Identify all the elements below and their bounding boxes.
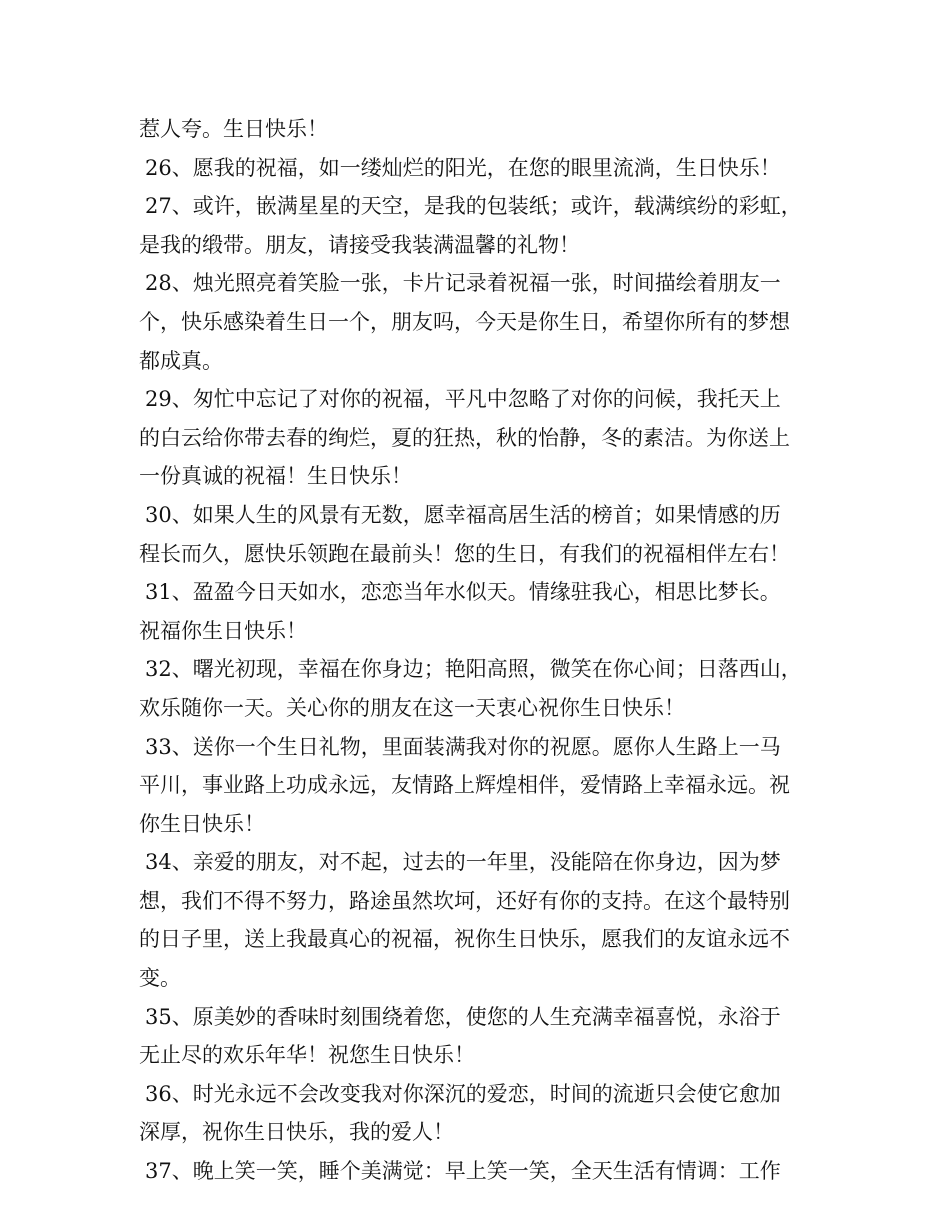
text-line: 31、盈盈今日天如水，恋恋当年水似天。情缘驻我心，相思比梦长。 <box>145 580 781 605</box>
text-line: 无止尽的欢乐年华！祝您生日快乐！ <box>139 1043 475 1068</box>
document-body <box>139 110 824 1191</box>
text-line: 的白云给你带去春的绚烂，夏的狂热，秋的怡静，冬的素洁。为你送上 <box>139 425 790 450</box>
text-line: 34、亲爱的朋友，对不起，过去的一年里，没能陪在你身边，因为梦 <box>145 850 781 875</box>
text-line: 变。 <box>139 966 181 991</box>
text-line: 祝福你生日快乐！ <box>139 618 307 643</box>
text-line: 想，我们不得不努力，路途虽然坎坷，还好有你的支持。在这个最特别 <box>139 888 790 913</box>
text-line: 30、如果人生的风景有无数，愿幸福高居生活的榜首；如果情感的历 <box>145 502 781 527</box>
text-line: 29、匆忙中忘记了对你的祝福，平凡中忽略了对你的问候，我托天上 <box>145 387 781 412</box>
text-line: 36、时光永远不会改变我对你深沉的爱恋，时间的流逝只会使它愈加 <box>145 1081 781 1106</box>
text-line: 程长而久，愿快乐领跑在最前头！您的生日，有我们的祝福相伴左右！ <box>139 541 790 566</box>
text-line: 个，快乐感染着生日一个，朋友吗，今天是你生日，希望你所有的梦想 <box>139 309 790 334</box>
text-line: 都成真。 <box>139 348 223 373</box>
text-line: 一份真诚的祝福！生日快乐！ <box>139 464 412 489</box>
text-line: 37、晚上笑一笑，睡个美满觉：早上笑一笑，全天生活有情调：工作 <box>145 1159 781 1184</box>
text-line: 深厚，祝你生日快乐，我的爱人！ <box>139 1120 454 1145</box>
text-line: 35、原美妙的香味时刻围绕着您，使您的人生充满幸福喜悦，永浴于 <box>145 1004 781 1029</box>
text-line: 26、愿我的祝福，如一缕灿烂的阳光，在您的眼里流淌，生日快乐！ <box>145 155 781 180</box>
text-line: 33、送你一个生日礼物，里面装满我对你的祝愿。愿你人生路上一马 <box>145 734 781 759</box>
text-line: 32、曙光初现，幸福在你身边；艳阳高照，微笑在你心间；日落西山， <box>145 657 802 682</box>
text-line: 28、烛光照亮着笑脸一张，卡片记录着祝福一张，时间描绘着朋友一 <box>145 271 781 296</box>
text-line: 平川，事业路上功成永远，友情路上辉煌相伴，爱情路上幸福永远。祝 <box>139 773 790 798</box>
text-line: 是我的缎带。朋友，请接受我装满温馨的礼物！ <box>139 232 580 257</box>
text-line: 的日子里，送上我最真心的祝福，祝你生日快乐，愿我们的友谊永远不 <box>139 927 790 952</box>
text-line: 惹人夸。生日快乐！ <box>139 117 328 141</box>
text-line: 你生日快乐！ <box>139 811 265 836</box>
text-line: 欢乐随你一天。关心你的朋友在这一天衷心祝你生日快乐！ <box>139 695 685 720</box>
text-line: 27、或许，嵌满星星的天空，是我的包装纸；或许，载满缤纷的彩虹， <box>145 194 802 219</box>
